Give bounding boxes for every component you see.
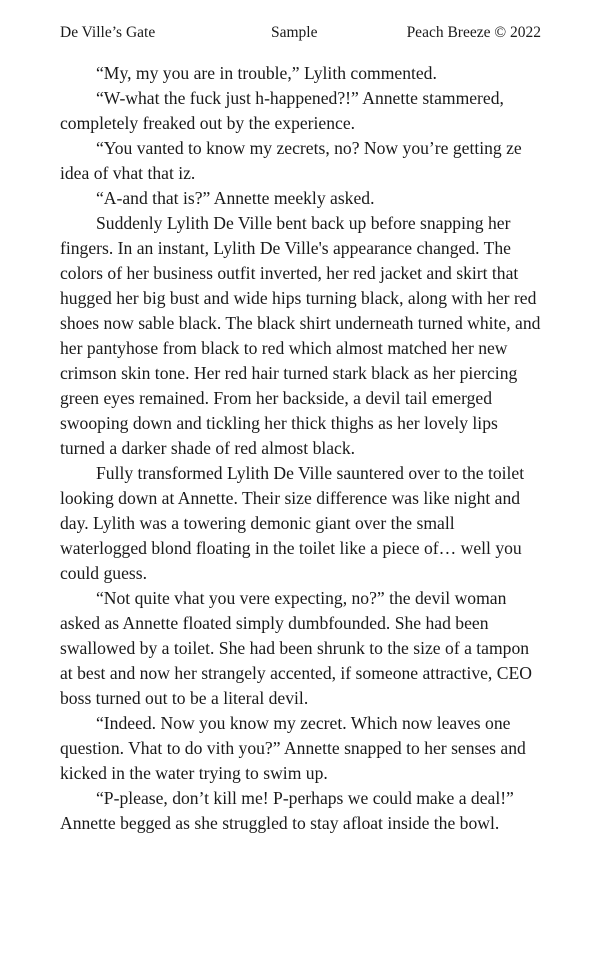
paragraph: Fully transformed Lylith De Ville sauntered over to the toilet looking down at Annette. Their size difference was like night and day. Lylith was a towering demonic giant over the small waterlogged blond floating in the toilet like a piece of… well you could guess. <box>60 463 525 583</box>
paragraph: “Not quite vhat you vere expecting, no?” the devil woman asked as Annette floated simply dumbfounded. She had been swallowed by a toilet. She had been shrunk to the size of a tampon at best and now her strangely accented, if someone attractive, CEO boss turned out to be a literal devil. <box>60 588 532 708</box>
paragraph: “A-and that is?” Annette meekly asked. <box>96 188 375 208</box>
sample-label: Sample <box>271 24 318 41</box>
paragraph: “You vanted to know my zecrets, no? Now you’re getting ze idea of vhat that iz. <box>60 138 522 183</box>
page-header <box>60 24 541 44</box>
paragraph: “My, my you are in trouble,” Lylith commented. <box>96 63 437 83</box>
paragraph: “Indeed. Now you know my zecret. Which now leaves one question. Vhat to do vith you?” Annette snapped to her senses and kicked in the water trying to swim up. <box>60 713 526 783</box>
book-title: De Ville’s Gate <box>60 24 156 41</box>
page-body <box>60 61 541 836</box>
author-copyright: Peach Breeze © 2022 <box>406 24 541 41</box>
paragraph: Suddenly Lylith De Ville bent back up before snapping her fingers. In an instant, Lylith De Ville's appearance changed. The colors of her business outfit inverted, her red jacket and skirt that hugged her big bust and wide hips turning black, along with her red shoes now sable black. The black shirt underneath turned white, and her pantyhose from black to red which almost matched her new crimson skin tone. Her red hair turned stark black as her piercing green eyes remained. From her backside, a devil tail emerged swooping down and tickling her thick thighs as her lovely lips turned a darker shade of red almost black. <box>60 213 541 458</box>
paragraph: “P-please, don’t kill me! P-perhaps we could make a deal!” Annette begged as she struggled to stay afloat inside the bowl. <box>60 788 514 833</box>
paragraph: “W-what the fuck just h-happened?!” Annette stammered, completely freaked out by the experience. <box>60 88 504 133</box>
